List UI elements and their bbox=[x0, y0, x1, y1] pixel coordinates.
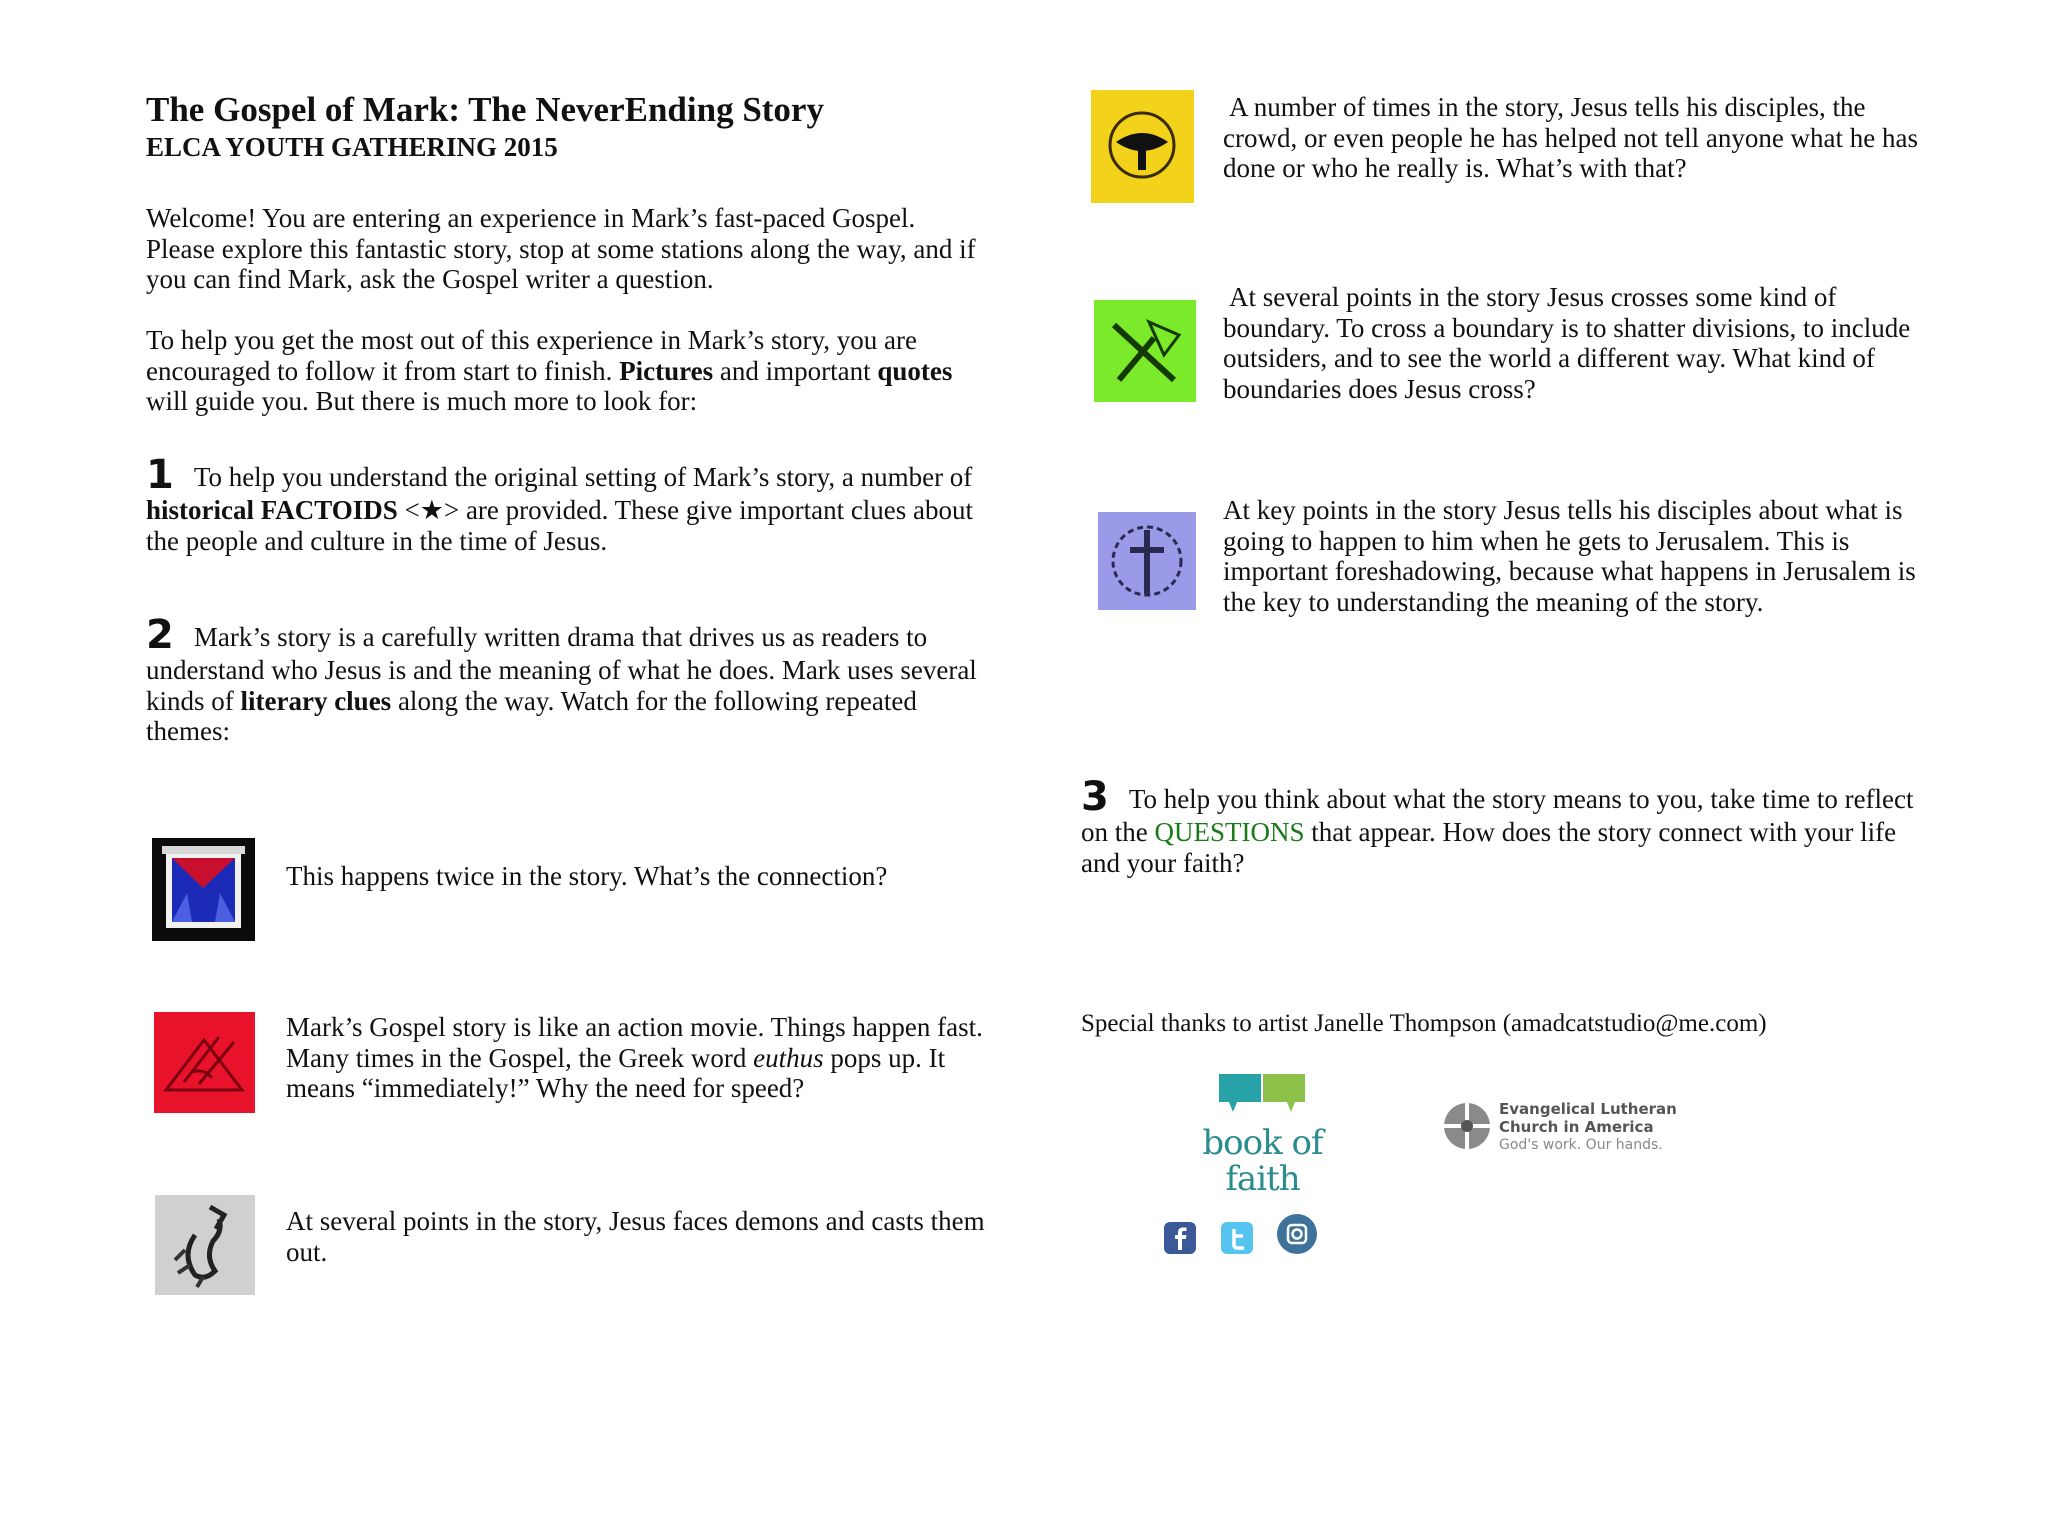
section-3 bbox=[1081, 774, 1931, 878]
cross-thorns-icon bbox=[1098, 512, 1196, 610]
instagram-icon[interactable] bbox=[1277, 1214, 1317, 1254]
elca-logo[interactable] bbox=[1441, 1098, 1701, 1168]
secret-lips-icon bbox=[1091, 90, 1194, 203]
quotes-emphasis: quotes bbox=[877, 355, 953, 386]
questions-highlight: QUESTIONS bbox=[1154, 817, 1305, 847]
book-of-faith-mark-icon bbox=[1175, 1070, 1350, 1120]
section-text: To help you understand the original setting of Mark’s story, a number of bbox=[193, 462, 973, 492]
book-of-faith-wordmark: book of faith bbox=[1202, 1123, 1323, 1199]
theme-text: Mark’s Gospel story is like an action movie. Things happen fast. Many times in the Gospel, the Greek word bbox=[286, 1012, 983, 1073]
demon-icon bbox=[155, 1195, 255, 1295]
literary-clues-emphasis: literary clues bbox=[240, 685, 392, 716]
theme-demon-text: At several points in the story, Jesus faces demons and casts them out. bbox=[286, 1206, 985, 1267]
elca-name-line-1: Evangelical Lutheran bbox=[1499, 1100, 1677, 1118]
section-text: that appear. How does the story connect with your life and your faith? bbox=[1081, 817, 1897, 878]
euthus-word: euthus bbox=[753, 1042, 824, 1073]
intro-text: To help you get the most out of this experience in Mark’s story, you are encouraged to follow it from start to finish. bbox=[146, 325, 917, 386]
factoids-emphasis: historical FACTOIDS bbox=[146, 495, 398, 525]
boundary-cross-icon bbox=[1094, 300, 1196, 402]
twitter-icon[interactable] bbox=[1221, 1222, 1253, 1254]
facebook-icon[interactable] bbox=[1164, 1222, 1196, 1254]
elca-tagline: God's work. Our hands. bbox=[1499, 1137, 1663, 1153]
theme-foreshadow-text: At key points in the story Jesus tells his disciples about what is going to happen to him when he gets to Jerusalem. This is important foreshadowing, because what happens in Jerusalem is the key to understanding the meaning of the story. bbox=[1223, 495, 1916, 617]
theme-boundary-text: At several points in the story Jesus crosses some kind of boundary. To cross a boundary is to shatter divisions, to include outsiders, and to see the world a different way. What kind of boundaries does Jesus cross? bbox=[1223, 282, 1911, 404]
theme-curtain-text: This happens twice in the story. What’s the connection? bbox=[286, 861, 888, 891]
section-text: Mark’s story is a carefully written drama that drives us as readers to understand who Jesus is and the meaning of what he does. Mark uses several kinds of bbox=[146, 622, 977, 716]
section-text: To help you think about what the story means to you, take time to reflect on the bbox=[1081, 784, 1914, 847]
intro-text: will guide you. But there is much more to look for: bbox=[146, 386, 698, 416]
page-title: The Gospel of Mark: The NeverEnding Story bbox=[146, 90, 824, 129]
intro-paragraph-1: Welcome! You are entering an experience in Mark’s fast-paced Gospel. Please explore this fantastic story, stop at some stations along the way, and if you can find Mark, ask the Gospel writer a question. bbox=[146, 203, 976, 294]
curtain-icon bbox=[152, 838, 255, 941]
book-of-faith-logo[interactable] bbox=[1175, 1070, 1350, 1199]
theme-text: pops up. It means “immediately!” Why the need for speed? bbox=[286, 1042, 946, 1103]
artist-credit: Special thanks to artist Janelle Thompson (amadcatstudio@me.com) bbox=[1081, 1010, 1767, 1037]
pictures-emphasis: Pictures bbox=[619, 355, 714, 386]
page-subtitle: ELCA YOUTH GATHERING 2015 bbox=[146, 132, 558, 162]
speed-mountain-icon bbox=[154, 1012, 255, 1113]
section-number: 2 bbox=[146, 612, 174, 658]
section-1 bbox=[146, 452, 986, 556]
theme-secret-text: A number of times in the story, Jesus tells his disciples, the crowd, or even people he has helped not tell anyone what he has done or who he really is. What’s with that? bbox=[1223, 92, 1919, 183]
theme-speed-text bbox=[286, 1012, 986, 1104]
section-number: 1 bbox=[146, 452, 174, 498]
section-2 bbox=[146, 612, 986, 747]
section-number: 3 bbox=[1081, 774, 1109, 820]
elca-name-line-2: Church in America bbox=[1499, 1118, 1654, 1136]
section-text: along the way. Watch for the following repeated themes: bbox=[146, 685, 917, 746]
intro-text: and important bbox=[713, 355, 878, 386]
section-text: <★> are provided. These give important clues about the people and culture in the time of Jesus. bbox=[146, 495, 974, 556]
elca-cross-icon bbox=[1441, 1100, 1493, 1152]
intro-paragraph-2 bbox=[146, 325, 996, 417]
